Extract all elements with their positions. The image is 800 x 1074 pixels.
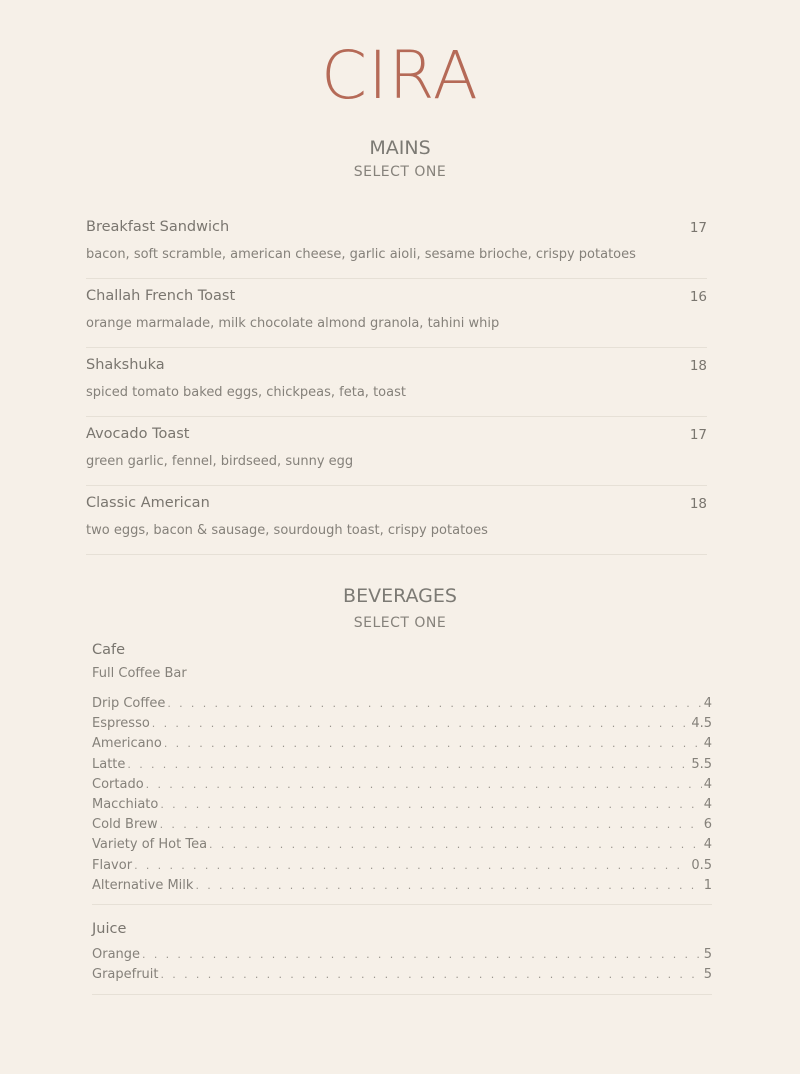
mains-subtitle: SELECT ONE xyxy=(353,164,447,180)
menu-item-description: orange marmalade, milk chocolate almond granola, tahini whip xyxy=(86,316,500,331)
menu-item-price: 16 xyxy=(689,289,707,305)
menu-item xyxy=(86,348,707,417)
drink-name: Drip Coffee xyxy=(92,696,166,711)
mains-list xyxy=(86,210,707,555)
drink-price: 4 xyxy=(703,796,712,812)
drink-price: 5 xyxy=(703,967,712,983)
juice-section xyxy=(92,919,712,995)
dot-leader xyxy=(142,945,702,965)
cafe-heading: Cafe xyxy=(92,642,126,658)
drink-price: 4 xyxy=(703,736,712,752)
cafe-section xyxy=(92,640,712,905)
menu-item-price: 17 xyxy=(689,427,707,443)
cafe-note: Full Coffee Bar xyxy=(92,666,187,681)
drink-price: 1 xyxy=(703,877,712,893)
dot-leader xyxy=(164,734,702,754)
dot-leader xyxy=(127,755,689,775)
drink-name: Macchiato xyxy=(92,796,159,812)
drink-row xyxy=(92,714,712,734)
dot-leader xyxy=(160,795,701,815)
drink-row xyxy=(92,775,712,795)
drink-row xyxy=(92,876,712,896)
drink-name: Variety of Hot Tea xyxy=(92,837,208,853)
dot-leader xyxy=(209,835,702,855)
beverages-subtitle: SELECT ONE xyxy=(353,615,447,631)
drink-row xyxy=(92,694,712,714)
menu-item-name: Breakfast Sandwich xyxy=(86,219,230,235)
mains-title: MAINS xyxy=(369,137,431,159)
drink-row xyxy=(92,755,712,775)
menu-item-name: Avocado Toast xyxy=(86,426,190,442)
drink-price: 4 xyxy=(703,696,712,711)
drink-name: Grapefruit xyxy=(92,967,159,983)
menu-item-price: 18 xyxy=(689,496,707,512)
drink-row xyxy=(92,965,712,985)
menu-item-description: bacon, soft scramble, american cheese, garlic aioli, sesame brioche, crispy potatoes xyxy=(86,247,636,262)
dot-leader xyxy=(167,694,701,714)
dot-leader xyxy=(146,775,702,795)
drink-price: 4 xyxy=(703,776,712,792)
dot-leader xyxy=(161,965,702,985)
menu-item xyxy=(86,417,707,486)
drink-row xyxy=(92,835,712,855)
menu-item-name: Challah French Toast xyxy=(86,288,236,304)
drink-row xyxy=(92,734,712,754)
drink-row xyxy=(92,815,712,835)
drink-name: Orange xyxy=(92,947,141,962)
drink-price: 5 xyxy=(703,947,712,962)
menu-item-description: green garlic, fennel, birdseed, sunny egg xyxy=(86,454,354,469)
drink-name: Alternative Milk xyxy=(92,877,194,893)
drink-row xyxy=(92,856,712,876)
juice-heading: Juice xyxy=(92,921,127,937)
menu-item-name: Shakshuka xyxy=(86,357,165,373)
dot-leader xyxy=(195,876,701,896)
drink-name: Latte xyxy=(92,756,126,772)
drink-name: Americano xyxy=(92,736,162,752)
menu-item-description: two eggs, bacon & sausage, sourdough toast, crispy potatoes xyxy=(86,523,488,538)
menu-item xyxy=(86,486,707,555)
beverages-title: BEVERAGES xyxy=(343,585,457,607)
dot-leader xyxy=(160,815,702,835)
drink-name: Cortado xyxy=(92,776,144,792)
menu-item xyxy=(86,210,707,279)
menu-item-description: spiced tomato baked eggs, chickpeas, feta, toast xyxy=(86,385,406,400)
menu-item-price: 17 xyxy=(689,220,707,236)
drink-name: Flavor xyxy=(92,857,133,873)
drink-name: Espresso xyxy=(92,716,150,732)
drink-price: 4 xyxy=(703,837,712,853)
dot-leader xyxy=(152,714,690,734)
brand-logo: CIRA xyxy=(321,37,479,114)
menu-item-price: 18 xyxy=(689,358,707,374)
dot-leader xyxy=(134,856,689,876)
drink-price: 0.5 xyxy=(691,857,712,873)
drink-price: 4.5 xyxy=(691,716,712,732)
drink-price: 6 xyxy=(703,817,712,833)
menu-item xyxy=(86,279,707,348)
drink-row xyxy=(92,795,712,815)
drink-name: Cold Brew xyxy=(92,817,158,833)
menu-item-name: Classic American xyxy=(86,495,210,511)
drink-price: 5.5 xyxy=(691,756,712,772)
drink-row xyxy=(92,945,712,965)
